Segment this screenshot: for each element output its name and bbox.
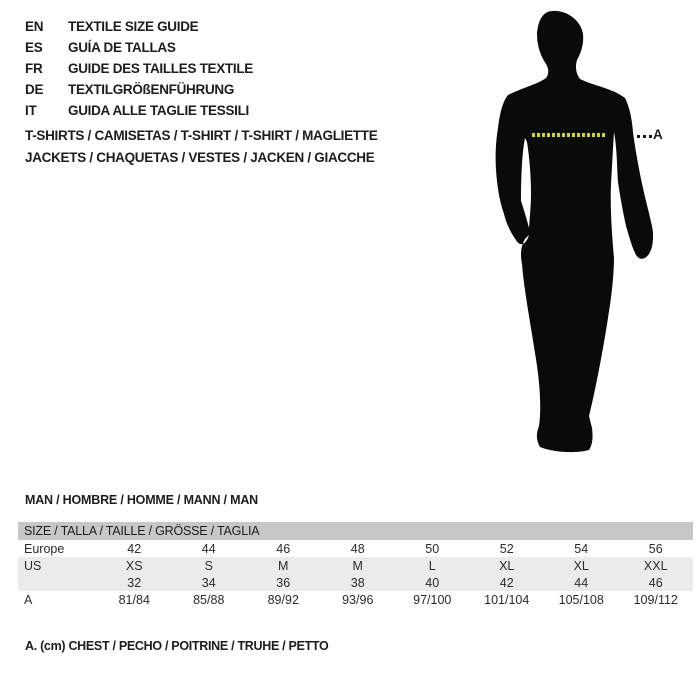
size-cell: 50 bbox=[425, 541, 440, 556]
row-label: Europe bbox=[24, 541, 65, 556]
measurement-footnote: A. (cm) CHEST / PECHO / POITRINE / TRUHE / PETTO bbox=[25, 639, 329, 653]
size-cell: 93/96 bbox=[342, 592, 374, 607]
size-cell: XXL bbox=[619, 557, 694, 574]
language-code: IT bbox=[25, 103, 37, 118]
row-label: US bbox=[18, 557, 97, 574]
language-title: GUIDA ALLE TAGLIE TESSILI bbox=[68, 103, 249, 118]
gender-heading: MAN / HOMBRE / HOMME / MANN / MAN bbox=[25, 493, 258, 507]
language-code: DE bbox=[25, 82, 44, 97]
measure-label-a: A bbox=[653, 127, 663, 142]
size-cell: XL bbox=[470, 557, 545, 574]
size-cell: 42 bbox=[470, 574, 545, 591]
category-line-tshirts: T-SHIRTS / CAMISETAS / T-SHIRT / T-SHIRT / MAGLIETTE bbox=[25, 128, 378, 143]
size-cell: M bbox=[321, 557, 396, 574]
category-line-jackets: JACKETS / CHAQUETAS / VESTES / JACKEN / GIACCHE bbox=[25, 150, 375, 165]
size-cell: 48 bbox=[350, 541, 365, 556]
language-row-it bbox=[25, 100, 253, 121]
size-cell: 54 bbox=[574, 541, 589, 556]
table-row-chest bbox=[18, 591, 693, 608]
table-row-numeric bbox=[18, 574, 693, 591]
size-cell: 85/88 bbox=[193, 592, 225, 607]
size-table-header-row bbox=[18, 522, 693, 540]
size-cell: 46 bbox=[276, 541, 291, 556]
size-cell: XS bbox=[97, 557, 172, 574]
size-cell: 44 bbox=[544, 574, 619, 591]
size-cell: 105/108 bbox=[558, 592, 604, 607]
size-cell: 44 bbox=[201, 541, 216, 556]
language-title: GUÍA DE TALLAS bbox=[68, 40, 176, 55]
size-cell: 81/84 bbox=[118, 592, 150, 607]
language-code: ES bbox=[25, 40, 43, 55]
language-code: FR bbox=[25, 61, 43, 76]
man-silhouette-svg bbox=[492, 8, 664, 460]
size-cell: 89/92 bbox=[267, 592, 299, 607]
man-silhouette-shape bbox=[496, 11, 653, 452]
size-cell: 101/104 bbox=[484, 592, 530, 607]
table-row-europe bbox=[18, 540, 693, 557]
chest-measure-dotted-line bbox=[532, 133, 605, 137]
size-cell: 109/112 bbox=[633, 592, 678, 607]
size-cell: M bbox=[246, 557, 321, 574]
size-table bbox=[18, 522, 693, 608]
size-cell: 97/100 bbox=[413, 592, 452, 607]
garment-categories bbox=[25, 125, 377, 169]
language-title: TEXTILGRÖßENFÜHRUNG bbox=[68, 82, 235, 97]
row-label bbox=[18, 574, 97, 591]
size-cell: 36 bbox=[246, 574, 321, 591]
language-list bbox=[25, 16, 253, 121]
man-silhouette bbox=[492, 8, 664, 460]
language-row-fr bbox=[25, 58, 253, 79]
measure-pointer-dashes bbox=[637, 135, 652, 138]
language-row-es bbox=[25, 37, 253, 58]
size-cell: 34 bbox=[172, 574, 247, 591]
size-cell: 42 bbox=[127, 541, 142, 556]
size-cell: S bbox=[172, 557, 247, 574]
language-row-de bbox=[25, 79, 253, 100]
size-table-header: SIZE / TALLA / TAILLE / GRÖSSE / TAGLIA bbox=[18, 522, 693, 540]
size-cell: 32 bbox=[97, 574, 172, 591]
language-code: EN bbox=[25, 19, 44, 34]
table-row-us bbox=[18, 557, 693, 574]
language-title: TEXTILE SIZE GUIDE bbox=[68, 19, 199, 34]
size-cell: XL bbox=[544, 557, 619, 574]
language-row-en bbox=[25, 16, 253, 37]
size-cell: L bbox=[395, 557, 470, 574]
row-label: A bbox=[24, 592, 33, 607]
size-cell: 52 bbox=[499, 541, 514, 556]
size-cell: 38 bbox=[321, 574, 396, 591]
size-cell: 46 bbox=[619, 574, 694, 591]
language-title: GUIDE DES TAILLES TEXTILE bbox=[68, 61, 254, 76]
size-cell: 40 bbox=[395, 574, 470, 591]
size-cell: 56 bbox=[648, 541, 663, 556]
